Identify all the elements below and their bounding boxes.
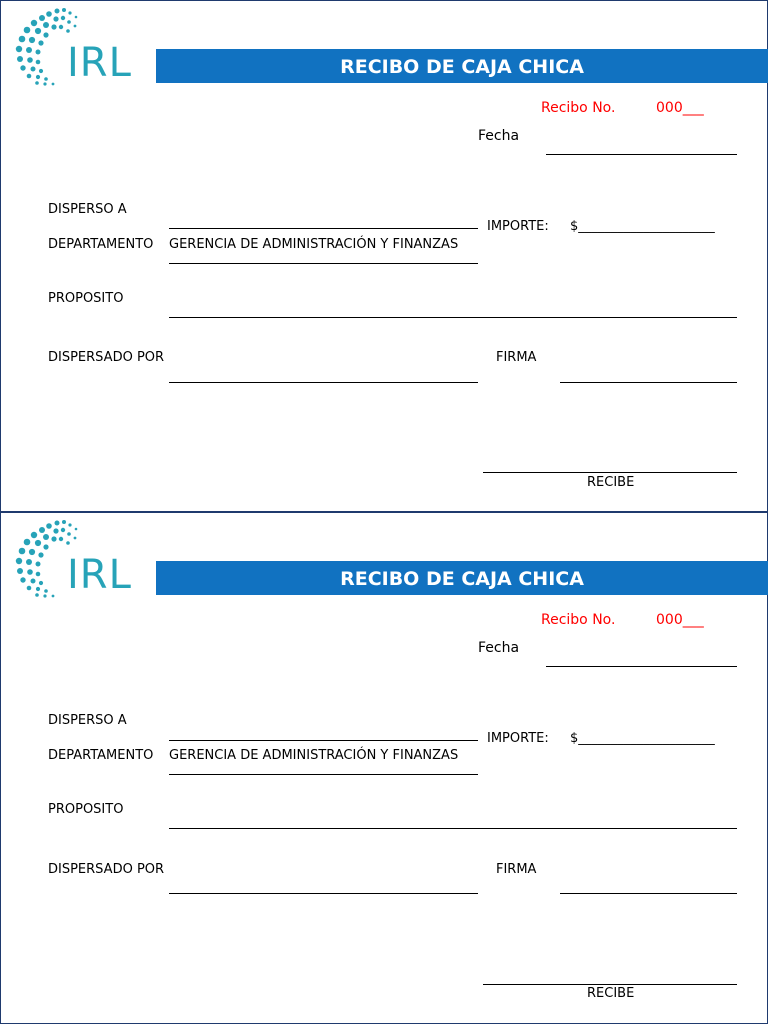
company-logo [13,5,145,87]
petty-cash-receipt [0,512,768,1024]
department-line [169,774,478,775]
receiver-signature-line[interactable] [483,984,737,985]
purpose-label: PROPOSITO [48,291,124,306]
receipt-title: RECIBO DE CAJA CHICA [156,561,768,595]
amount-field[interactable]: $_____________________ [570,731,715,746]
logo-wordmark: IRL [67,40,132,86]
purpose-line[interactable] [169,828,737,829]
department-label: DEPARTAMENTO [48,748,154,763]
receiver-label: RECIBE [587,475,635,490]
receipt-title: RECIBO DE CAJA CHICA [156,49,768,83]
date-line[interactable] [546,666,737,667]
purpose-label: PROPOSITO [48,802,124,817]
dispersed-to-label: DISPERSO A [48,202,127,217]
signature-label: FIRMA [496,350,537,365]
purpose-line[interactable] [169,317,737,318]
date-line[interactable] [546,154,737,155]
dispersed-by-label: DISPERSADO POR [48,350,165,365]
dispersed-to-line[interactable] [169,740,478,741]
receipt-number-label: Recibo No. [541,100,616,116]
signature-line[interactable] [560,893,737,894]
department-line [169,263,478,264]
receipt-number-value: 000___ [656,612,704,628]
dispersed-by-label: DISPERSADO POR [48,862,165,877]
amount-label: IMPORTE: [487,731,549,746]
dispersed-to-line[interactable] [169,228,478,229]
dispersed-by-line[interactable] [169,382,478,383]
receiver-signature-line[interactable] [483,472,737,473]
receipt-number-value: 000___ [656,100,704,116]
date-label: Fecha [478,128,520,144]
department-value: GERENCIA DE ADMINISTRACIÓN Y FINANZAS [169,748,459,763]
signature-label: FIRMA [496,862,537,877]
amount-field[interactable]: $_____________________ [570,219,715,234]
date-label: Fecha [478,640,520,656]
logo-wordmark: IRL [67,552,132,598]
department-label: DEPARTAMENTO [48,237,154,252]
signature-line[interactable] [560,382,737,383]
amount-label: IMPORTE: [487,219,549,234]
receipt-number-label: Recibo No. [541,612,616,628]
department-value: GERENCIA DE ADMINISTRACIÓN Y FINANZAS [169,237,459,252]
dispersed-by-line[interactable] [169,893,478,894]
dispersed-to-label: DISPERSO A [48,713,127,728]
company-logo [13,517,145,599]
receiver-label: RECIBE [587,986,635,1001]
